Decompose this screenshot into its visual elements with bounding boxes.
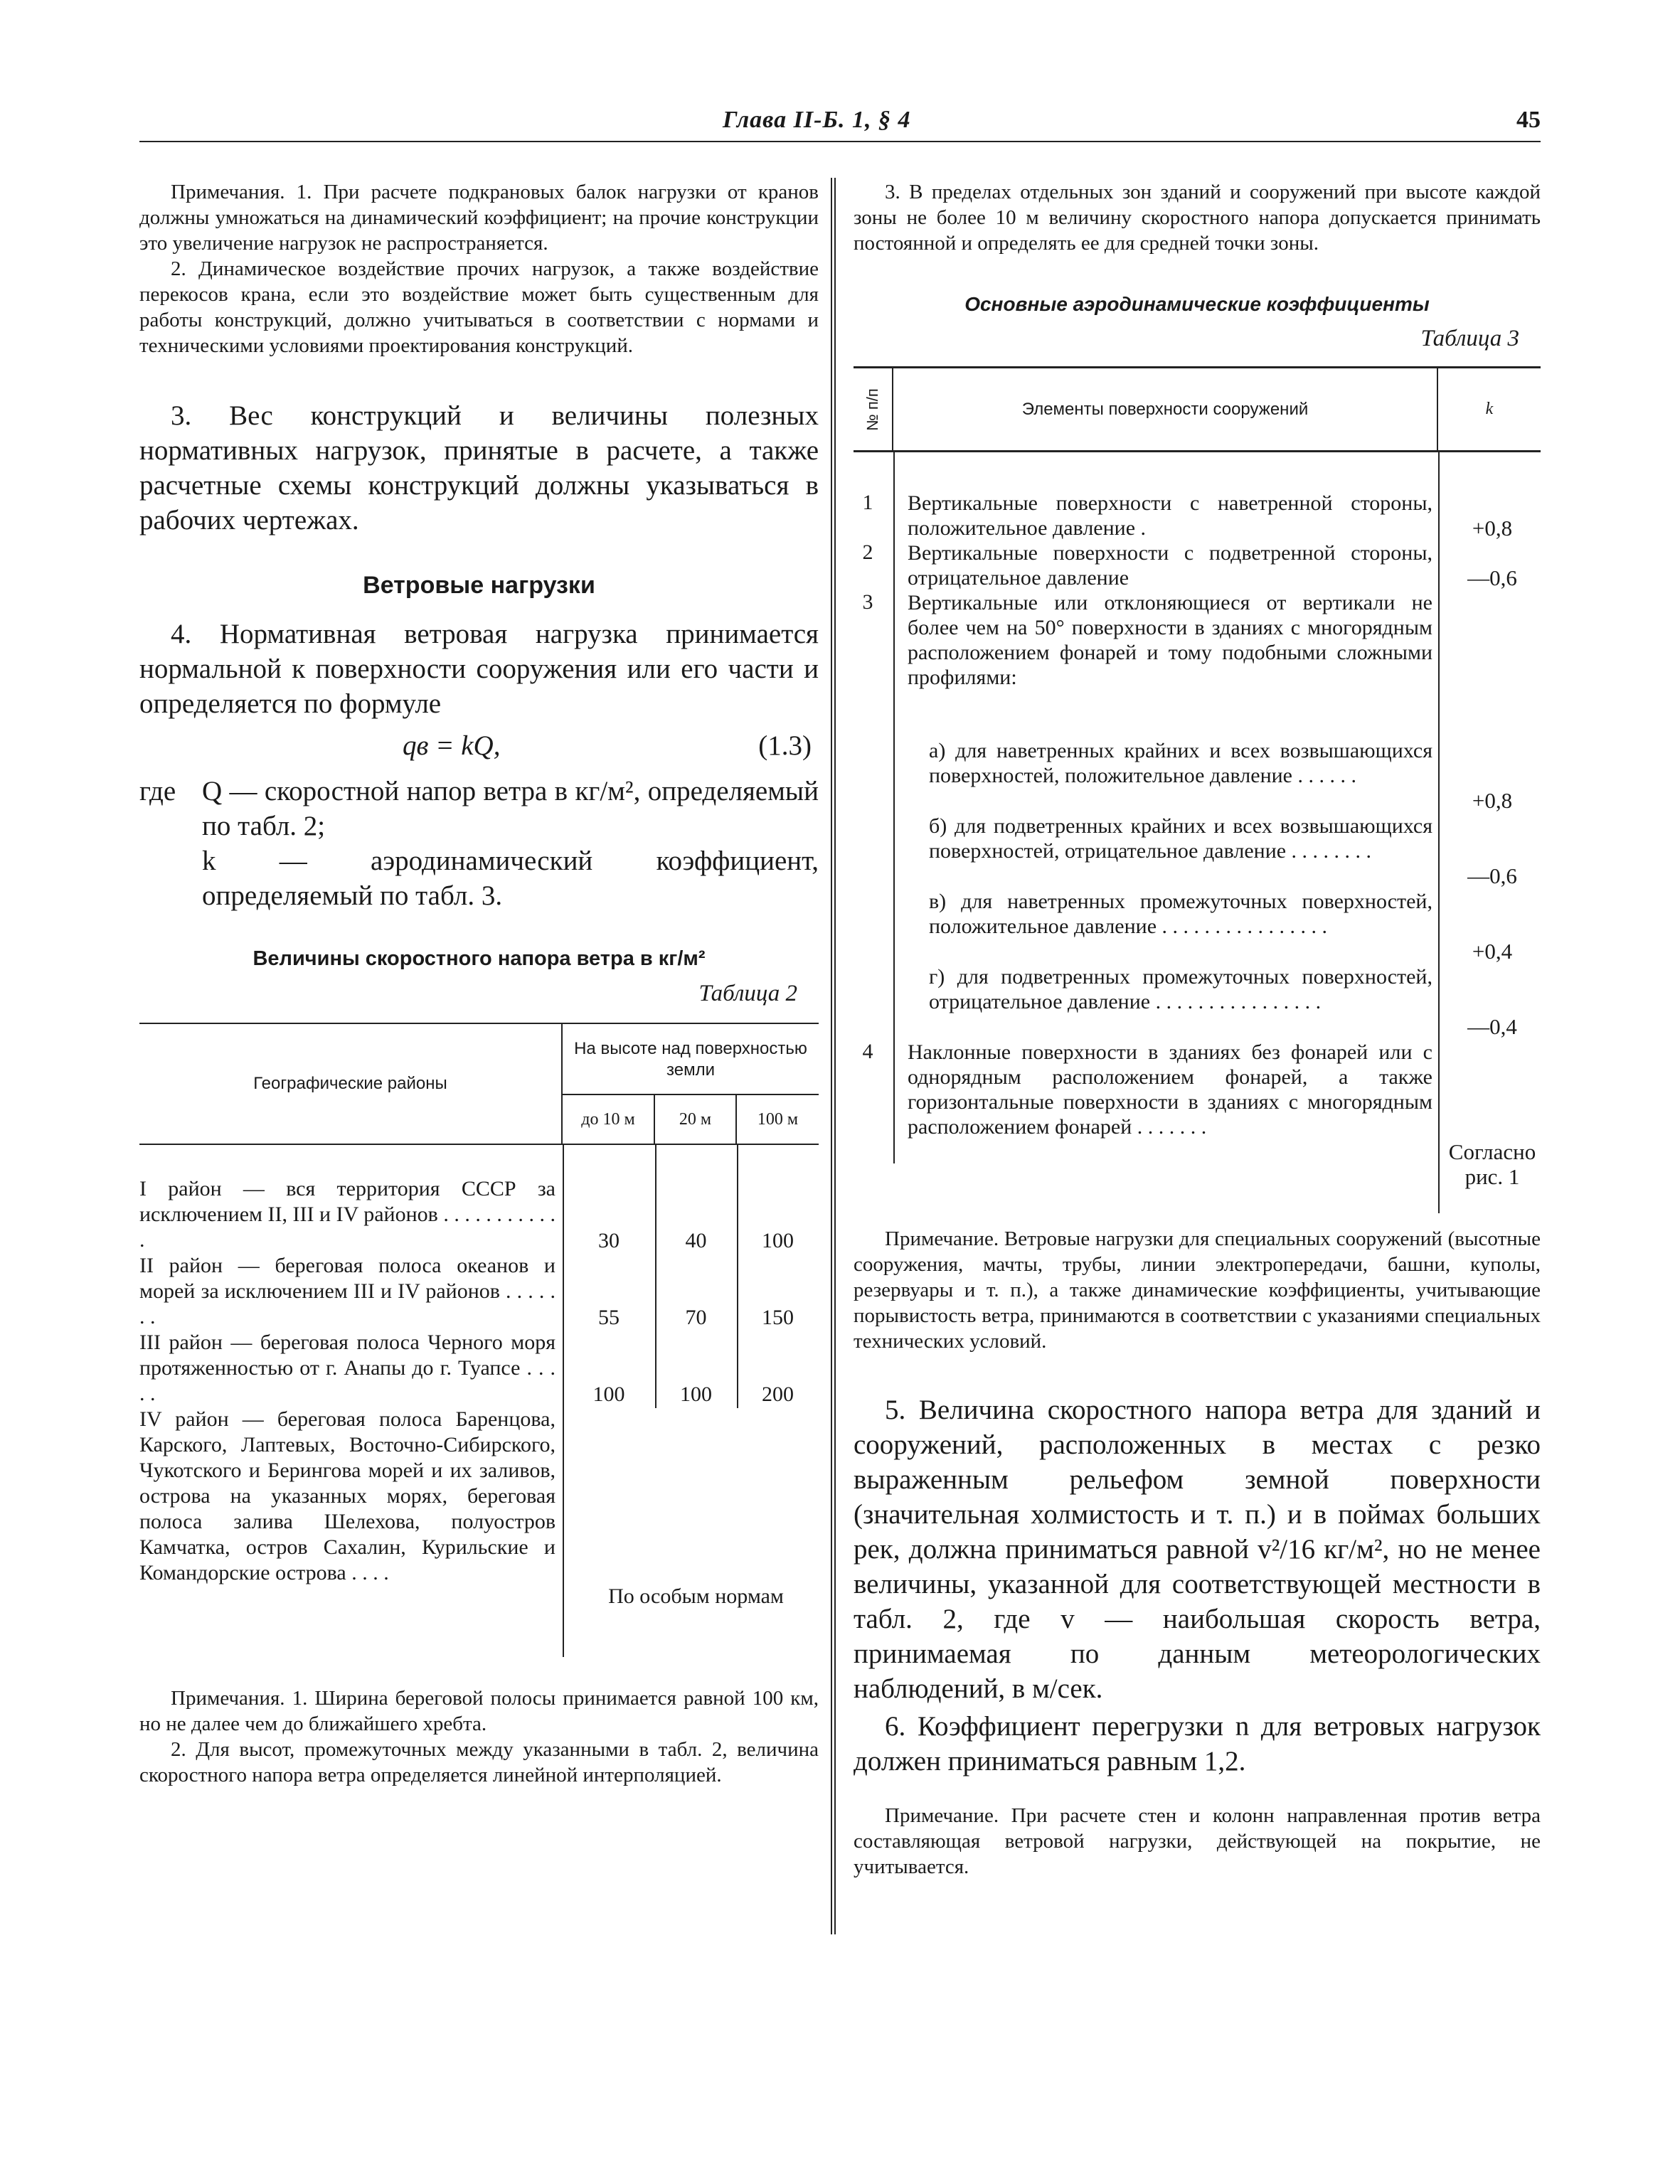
where-block <box>139 774 819 913</box>
table3-row1-k: +0,8 <box>1472 516 1513 540</box>
table-2 <box>139 1023 819 1657</box>
table3-row3-text: Вертикальные или отклоняющиеся от вертикали не более чем на 50° поверхности в зданиях с многорядным расположением фонарей и тому подобными сложными профилями: <box>908 591 1432 689</box>
note-3: Примечание. Ветровые нагрузки для специальных сооружений (высотные сооружения, мачты, трубы, линии электропередачи, башни, куполы, резервуары и т. п.), а также динамические коэффициенты, учитывающие порывистость ветра, принимаются в соответствии с указаниями специальных технических условий. <box>854 1227 1541 1353</box>
table2-title: Величины скоростного напора ветра в кг/м² <box>252 947 706 970</box>
formula-block <box>139 728 819 769</box>
table3-col-elem: Элементы поверхности сооружений <box>893 368 1438 450</box>
table3-label: Таблица 3 <box>1420 326 1519 351</box>
table3-row3-num: 3 <box>862 590 873 614</box>
formula-number: (1.3) <box>758 730 812 761</box>
where-Q: Q — скоростной напор ветра в кг/м², определяемый по табл. 2; <box>202 776 819 841</box>
table2-col-height: На высоте над поверхностью земли <box>563 1024 819 1095</box>
table3-row4-num: 4 <box>862 1040 873 1063</box>
table2-header <box>139 1024 819 1145</box>
note-4: Примечание. При расчете стен и колонн направленная против ветра составляющая ветровой нагрузки, действующей на покрытие, не учитывается. <box>854 1804 1541 1878</box>
table3-row3d-k: —0,4 <box>1467 1014 1517 1039</box>
paragraph-4: 4. Нормативная ветровая нагрузка принимается нормальной к поверхности сооружения или его части и определяется по формуле <box>139 619 819 719</box>
left-column <box>139 179 819 1788</box>
table2-row2-20m: 70 <box>685 1306 707 1329</box>
table2-row3-20m: 100 <box>680 1383 712 1406</box>
table3-row2-num: 2 <box>862 540 873 564</box>
table2-row1-10m: 30 <box>598 1229 620 1252</box>
table2-body <box>139 1145 819 1657</box>
table2-label: Таблица 2 <box>698 981 797 1006</box>
table3-row3d-text: г) для подветренных промежуточных поверхностей, отрицательное давление . . . . . . . . . . . . . . . . <box>929 965 1432 1013</box>
table2-row1-name: I район — вся территория СССР за исключением II, III и IV районов . . . . . . . . . . . . <box>139 1177 555 1252</box>
where-lead: где <box>139 776 176 806</box>
table3-row3c-k: +0,4 <box>1472 939 1513 964</box>
table3-row2-text: Вертикальные поверхности с подветренной стороны, отрицательное давление <box>908 541 1432 590</box>
paragraph-3b: 3. В пределах отдельных зон зданий и сооружений при высоте каждой зоны не более 10 м величину скоростного напора допускается принимать постоянной и определять ее для средней точки зоны. <box>854 181 1541 255</box>
wind-loads-heading: Ветровые нагрузки <box>363 572 595 599</box>
table3-title: Основные аэродинамические коэффициенты <box>964 293 1430 315</box>
note-1-1: Примечания. 1. При расчете подкрановых балок нагрузки от кранов должны умножаться на динамический коэффициент; на прочие конструкции это увеличение нагрузок не распространяется. <box>139 181 819 255</box>
table-3 <box>854 366 1541 1213</box>
note-1-2: 2. Динамическое воздействие прочих нагрузок, а также воздействие перекосов крана, если это воздействие может быть существенным для работы конструкций, должно учитываться в соответствии с нормами и техническими условиями проектирования конструкций. <box>139 257 819 357</box>
table2-sub-20m: 20 м <box>655 1095 737 1144</box>
table3-row2-k: —0,6 <box>1467 565 1517 590</box>
table3-row4-k: Согласно рис. 1 <box>1448 1139 1536 1189</box>
note-2-2: 2. Для высот, промежуточных между указанными в табл. 2, величина скоростного напора ветра определяется линейной интерполяцией. <box>139 1738 819 1786</box>
table2-row1-20m: 40 <box>685 1229 707 1252</box>
table2-row3-name: III район — береговая полоса Черного моря протяженностью от г. Анапы до г. Туапсе . . . . . <box>139 1331 555 1405</box>
table2-row2-name: II район — береговая полоса океанов и морей за исключением III и IV районов . . . . . . . <box>139 1254 555 1328</box>
table3-row3a-k: +0,8 <box>1472 788 1513 813</box>
table3-row3a-text: а) для наветренных крайних и всех возвышающихся поверхностей, положительное давление . . . . . . <box>929 739 1432 787</box>
table3-row3c-text: в) для наветренных промежуточных поверхностей, положительное давление . . . . . . . . . . . . . . . . <box>929 890 1432 938</box>
table3-header <box>854 368 1541 452</box>
table2-row2-100m: 150 <box>762 1306 794 1329</box>
table3-row1-text: Вертикальные поверхности с наветренной стороны, положительное давление . <box>908 491 1432 540</box>
where-k: k — аэродинамический коэффициент, определяемый по табл. 3. <box>202 846 819 911</box>
table3-row3b-text: б) для подветренных крайних и всех возвышающихся поверхностей, отрицательное давление . . . . . . . . <box>929 814 1432 863</box>
table3-row1-num: 1 <box>862 491 873 514</box>
notes-block-2 <box>139 1685 819 1788</box>
table2-sub-10m: до 10 м <box>563 1095 655 1144</box>
table2-row4-special: По особым нормам <box>608 1584 784 1608</box>
table2-row4-name: IV район — береговая полоса Баренцова, Карского, Лаптевых, Восточно-Сибирского, Чукотского и Берингова морей и их заливов, острова на указанных морях, береговая полоса залива Шелехова, полуостров Камчатка, остров Сахалин, Курильские и Командорские острова . . . . <box>139 1407 555 1584</box>
table2-row3-100m: 200 <box>762 1383 794 1406</box>
formula: qв = kQ, <box>403 730 501 761</box>
table2-row1-100m: 100 <box>762 1229 794 1252</box>
table3-row4-text: Наклонные поверхности в зданиях без фонарей или с однорядным расположением фонарей, а также горизонтальные поверхности в зданиях с многорядным расположением фонарей . . . . . . . <box>908 1040 1432 1139</box>
paragraph-6: 6. Коэффициент перегрузки n для ветровых нагрузок должен приниматься равным 1,2. <box>854 1711 1541 1777</box>
right-column <box>854 179 1541 1880</box>
page-number: 45 <box>1516 107 1541 133</box>
table3-body <box>854 452 1541 1213</box>
notes-block-1 <box>139 179 819 358</box>
table3-col-k: k <box>1485 400 1494 418</box>
table3-col-num: № п/п <box>854 368 893 450</box>
table2-row3-10m: 100 <box>592 1383 625 1406</box>
table2-col-region: Географические районы <box>139 1024 563 1144</box>
chapter-title: Глава II-Б. 1, § 4 <box>723 107 911 133</box>
page-header <box>139 107 1541 142</box>
paragraph-5: 5. Величина скоростного напора ветра для зданий и сооружений, расположенных в местах с резко выраженным рельефом земной поверхности (значительная холмистость и т. п.) и в поймах больших рек, должна приниматься равной v²/16 кг/м², но не менее величины, указанной для соответствующей местности в табл. 2, где v — наибольшая скорость ветра, принимаемая по данным метеорологических наблюдений, в м/сек. <box>854 1395 1541 1704</box>
paragraph-3: 3. Вес конструкций и величины полезных нормативных нагрузок, принятые в расчете, а также расчетные схемы конструкций должны указываться в рабочих чертежах. <box>139 400 819 536</box>
column-divider <box>831 178 836 1934</box>
note-2-1: Примечания. 1. Ширина береговой полосы принимается равной 100 км, но не далее чем до ближайшего хребта. <box>139 1687 819 1735</box>
table3-row3b-k: —0,6 <box>1467 863 1517 888</box>
table2-sub-100m: 100 м <box>757 1109 799 1129</box>
header-rule <box>139 141 1541 142</box>
table2-row2-10m: 55 <box>598 1306 620 1329</box>
